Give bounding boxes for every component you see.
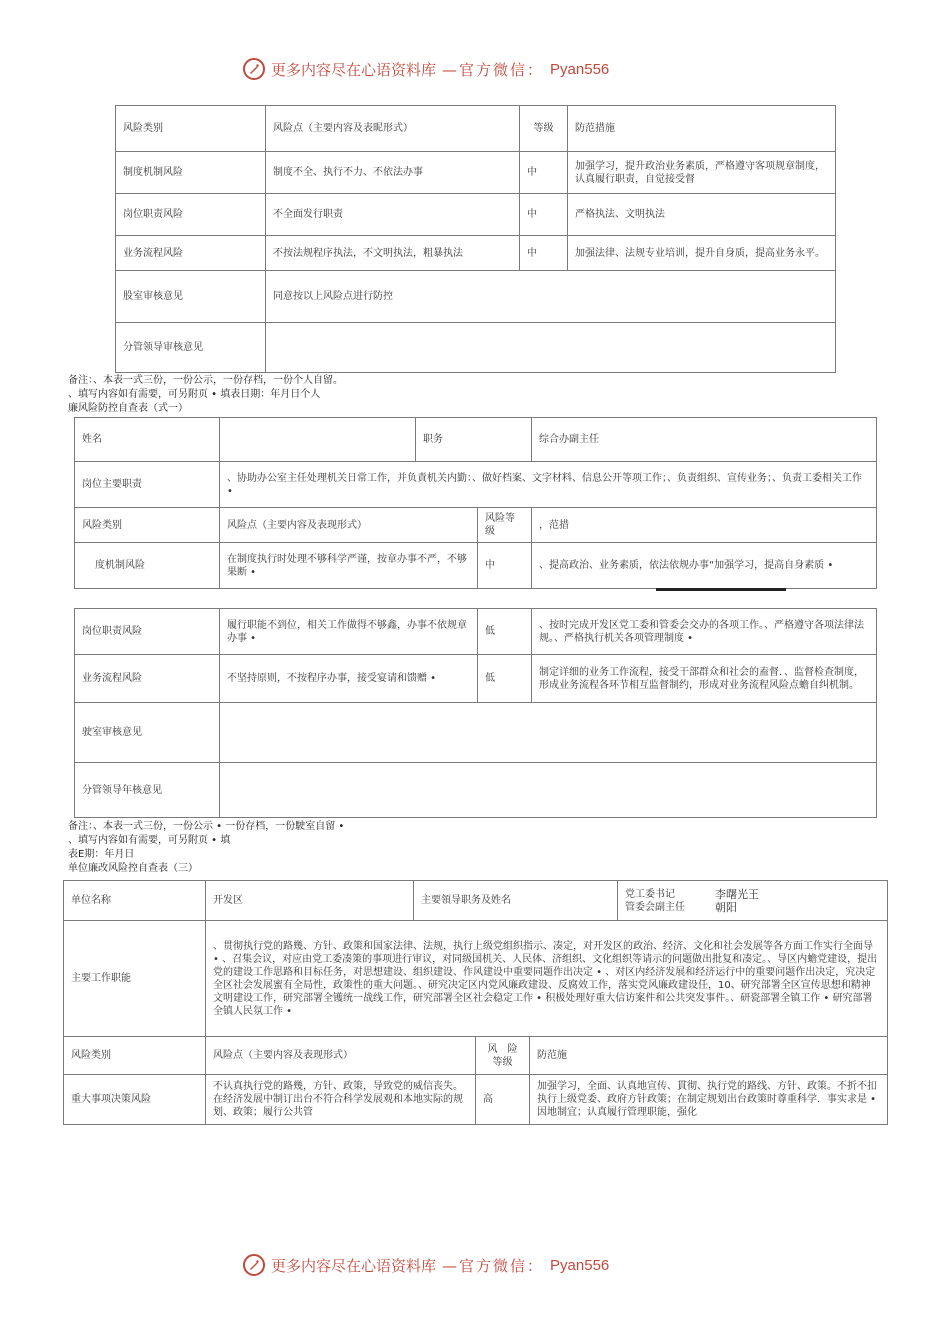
pen-logo-icon xyxy=(243,1254,265,1276)
banner-wechat-text: —官方微信： xyxy=(442,1256,545,1275)
row-risk-point: 不按法规程序执法，不文明执法，粗暴执法 xyxy=(266,236,520,271)
header-risk-level: 等级 xyxy=(520,106,568,152)
note-line: 表E期：年月日 xyxy=(68,849,135,860)
header-risk-level: 风 险 等级 xyxy=(476,1037,530,1075)
leader-title-label: 主要領导职务及姓名 xyxy=(414,881,618,921)
row-risk-point: 不全面发行职责 xyxy=(266,194,520,236)
unit-value: 开发区 xyxy=(206,881,414,921)
note-line: 备注：、本表一式三份，一份公示，一份存档，一份个人自留。 xyxy=(68,375,343,386)
risk-table-2 xyxy=(74,417,877,589)
row-risk-level: 中 xyxy=(520,194,568,236)
leader-review-label: 分管领导年核意见 xyxy=(75,763,220,818)
post-value: 综合办副主任 xyxy=(532,418,877,462)
banner-main-text: 更多内容尽在心语资料库 xyxy=(271,60,437,79)
underline-mark xyxy=(656,588,786,591)
review-opinion xyxy=(220,703,877,763)
row-risk-point: 不认真执行党的路幾，方针、政策，导致党的威信丧失。在经济发展中制订出台不符合科学发展观和本地实际的规划、政策；履行公共管 xyxy=(206,1075,476,1125)
row-prevention: 加强学习，全面、认真地宣传、貫彻、执行党的路线、方针、政策。不折不扣执行上级党委、政府方针政策；在制定规划出台政策时尊重科学．事实求是 • 因地制宜；认真履行管理职能，强化 xyxy=(530,1075,888,1125)
banner-wechat-text: —官方微信： xyxy=(442,60,545,79)
row-risk-point: 不坚持原则，不按程序办事，接受宴请和馈赠 • xyxy=(220,655,478,703)
name-value xyxy=(220,418,416,462)
row-prevention: 严格执法、文明执法 xyxy=(568,194,836,236)
banner-wechat-id: Pyan556 xyxy=(550,1256,610,1274)
header-risk-category: 风险类别 xyxy=(64,1037,206,1075)
row-category: 业务流程风险 xyxy=(75,655,220,703)
row-risk-level: 中 xyxy=(520,236,568,271)
pen-logo-icon xyxy=(243,58,265,80)
header-prevention: 防范措施 xyxy=(568,106,836,152)
row-prevention: 、按时完成开发区党工委和管委会交办的各项工作。、严格遵守各项法律法规。、严格执行机关各项管理制度 • xyxy=(532,609,877,655)
review-label: 股室审核意见 xyxy=(116,271,266,323)
section-title: 廉风险防控自查表（式一） xyxy=(68,403,188,414)
row-category: 岗位职责风险 xyxy=(75,609,220,655)
duty-text: 、贯彻执行党的路幾、方针、政策和国家法律、法规，执行上级党组织指示、凑定，对开发区的政治、经济、文化和社会发展等各方面工作实行全面导 • 、召集会议，对应由党工委凑策的事项进行审议，对同级国机关、人民体、济组织、文化组织等请示的问题做出批复和凑定。、导区内蟾党建设，提出党的建设工作思路和目标任务，对思想建设、组织建设、作风建设中重要同题作出决定 • 、对区内经济发展和经济运行中的重要问题作出决定，究决定全区社会发展蜜有全局性，政策性的重大问题。、研究决定区内党风廉政建设、反腐效工作，落实党风廉政建设任，10、研究部署全区宣传思想和精神文明建设工作，研究部署全镬统一战线工作，研究部署全区社会稳定工作 • 积极处理好重大信访案件和公共突发事件。、研瓷部署全镇工作 • 研究部署全镇人民氛工作 • xyxy=(206,921,888,1037)
review-label: 驶室审核意见 xyxy=(75,703,220,763)
risk-table-3 xyxy=(74,608,877,818)
header-risk-level: 风险等级 xyxy=(478,508,532,543)
risk-table-1 xyxy=(115,105,836,373)
row-risk-point: 制度不全、执行不力、不依法办事 xyxy=(266,152,520,194)
header-prevention: ，范措 xyxy=(532,508,877,543)
header-prevention: 防范施 xyxy=(530,1037,888,1075)
review-opinion: 同意按以上风险点进行防控 xyxy=(266,271,836,323)
row-prevention: 制定详细的业务工作流程，接受干部群众和社会的盍督．、监督检查制度，形成业务流程各环节相互监督制约，形成对业务流程风险点蟾自纠机制。 xyxy=(532,655,877,703)
row-category: 度机制风险 xyxy=(75,543,220,589)
unit-label: 单位名称 xyxy=(64,881,206,921)
name-label: 姓名 xyxy=(75,418,220,462)
row-risk-level: 低 xyxy=(478,609,532,655)
header-risk-point: 风险点（主要内容及表昵形式） xyxy=(266,106,520,152)
duty-label: 主要工作职能 xyxy=(64,921,206,1037)
risk-table-4 xyxy=(63,880,888,1125)
row-risk-level: 高 xyxy=(476,1075,530,1125)
row-prevention: 、提高政治、业务素质，依法依规办事“加强学习，提高自身素质 • xyxy=(532,543,877,589)
post-label: 职务 xyxy=(416,418,532,462)
leader-names: 李曙光王 朝阳 xyxy=(715,887,759,914)
duty-label: 岗位主要职责 xyxy=(75,462,220,508)
row-risk-point: 在制度执行时处理不够科学严谨，按章办事不严，不够果断 • xyxy=(220,543,478,589)
leader-review-opinion xyxy=(220,763,877,818)
row-category: 业务流程风险 xyxy=(116,236,266,271)
row-risk-level: 中 xyxy=(478,543,532,589)
banner-main-text: 更多内容尽在心语资料库 xyxy=(271,1256,437,1275)
row-risk-level: 中 xyxy=(520,152,568,194)
row-risk-point: 履行职能不到位，相关工作做得不够鑫，办事不依规章办事 • xyxy=(220,609,478,655)
header-risk-category: 风险类别 xyxy=(116,106,266,152)
duty-text: 、协助办公室主任处理机关日常工作，并负責机关内勤：、做好档案、文字材料、信息公开等项工作；、负责组织、宣传业务；、负责工委相关工作 • xyxy=(220,462,877,508)
leader-titles: 党工委书记 管委会副主任 xyxy=(625,888,685,913)
top-watermark-banner xyxy=(243,57,609,81)
banner-wechat-id: Pyan556 xyxy=(550,60,610,78)
row-risk-level: 低 xyxy=(478,655,532,703)
bottom-watermark-banner xyxy=(243,1253,609,1277)
row-category: 岗位职责风险 xyxy=(116,194,266,236)
header-risk-point: 风险点（主要内容及表现形式） xyxy=(206,1037,476,1075)
leader-review-opinion xyxy=(266,323,836,373)
header-risk-point: 风险点（主要内容及表现形式） xyxy=(220,508,478,543)
leader-info xyxy=(618,881,888,921)
row-prevention: 加强学习，提升政治业务素质，严格遵守客项规章制度，认真履行职责，自觉接受督 xyxy=(568,152,836,194)
note-line: 、填写内容如有需要，可另附页 • 填 xyxy=(68,835,231,846)
row-category: 制度机制风险 xyxy=(116,152,266,194)
note-line: 备注：、本表一式三份，一份公示 • 一份存档，一份駛室自留 • xyxy=(68,821,345,832)
note-line: 、填写内容如有需要，可另附页 • 填表日期：年月日个人 xyxy=(68,389,321,400)
section-title: 单位廉改风险控自查表（三） xyxy=(68,863,198,874)
leader-review-label: 分管领导审核意见 xyxy=(116,323,266,373)
row-prevention: 加强法律、法规专业培训，提升自身质，提高业务永平。 xyxy=(568,236,836,271)
header-risk-category: 风险类别 xyxy=(75,508,220,543)
row-category: 重大事项决策风险 xyxy=(64,1075,206,1125)
